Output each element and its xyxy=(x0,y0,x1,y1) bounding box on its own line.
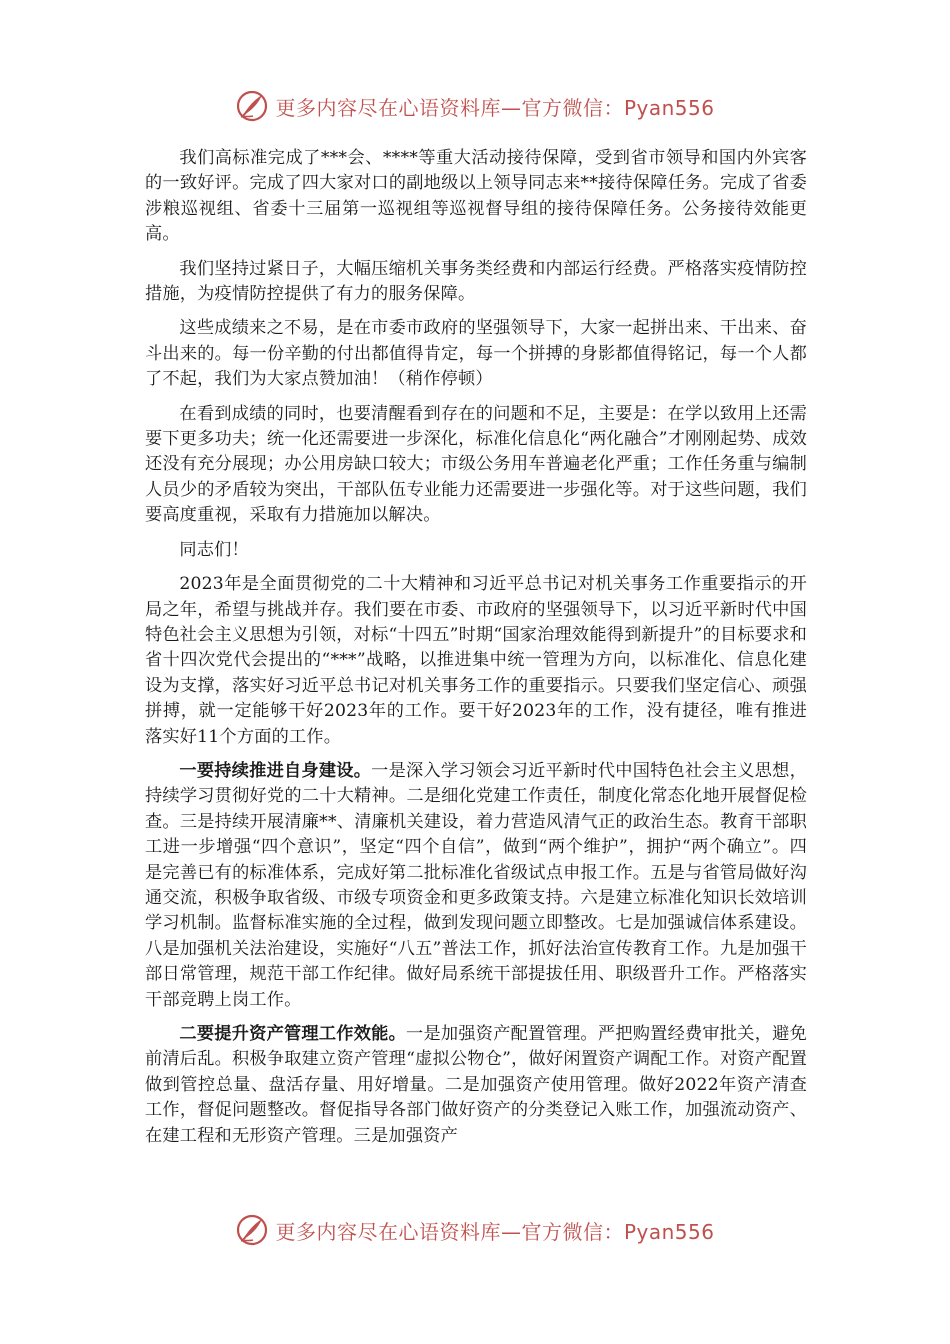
paragraph-text: 一是加强资产配置管理。严把购置经费审批关，避免前清后乱。积极争取建立资产管理“虚拟公物仓”，做好闲置资产调配工作。对资产配置做到管控总量、盘活存量、用好增量。二是加强资产使用管理。做好2022年资产清查工作，督促问题整改。督促指导各部门做好资产的分类登记入账工作，加强流动资产、在建工程和无形资产管理。三是加强资产 xyxy=(145,1024,807,1146)
paragraph xyxy=(145,316,807,392)
section-heading: 二要提升资产管理工作效能。 xyxy=(179,1024,407,1044)
paragraph xyxy=(145,402,807,529)
header-watermark-banner xyxy=(0,86,950,126)
paragraph-text: 2023年是全面贯彻党的二十大精神和习近平总书记对机关事务工作重要指示的开局之年，希望与挑战并存。我们要在市委、市政府的坚强领导下，以习近平新时代中国特色社会主义思想为引领，对标“十四五”时期“国家治理效能得到新提升”的目标要求和省十四次党代会提出的“***”战略，以推进集中统一管理为方向，以标准化、信息化建设为支撑，落实好习近平总书记对机关事务工作的重要指示。只要我们坚定信心、顽强拼搏，就一定能够干好2023年的工作。要干好2023年的工作，没有捷径，唯有推进落实好11个方面的工作。 xyxy=(145,574,807,747)
salutation xyxy=(145,538,807,563)
quill-pen-logo-icon xyxy=(235,1213,269,1247)
paragraph xyxy=(145,146,807,248)
paragraph xyxy=(145,1022,807,1149)
banner-text: 更多内容尽在心语资料库—官方微信：Pyan556 xyxy=(275,1219,715,1244)
paragraph-text: 这些成绩来之不易，是在市委市政府的坚强领导下，大家一起拼出来、干出来、奋斗出来的。每一份辛勤的付出都值得肯定，每一个拼搏的身影都值得铭记，每一个人都了不起，我们为大家点赞加油！（稍作停顿） xyxy=(145,318,807,390)
section-heading: 一要持续推进自身建设。 xyxy=(179,760,372,781)
paragraph-text: 我们坚持过紧日子，大幅压缩机关事务类经费和内部运行经费。严格落实疫情防控措施，为疫情防控提供了有力的服务保障。 xyxy=(145,258,807,305)
quill-pen-logo-icon xyxy=(235,89,269,123)
footer-watermark-banner xyxy=(0,1210,950,1250)
paragraph-text: 我们高标准完成了***会、****等重大活动接待保障，受到省市领导和国内外宾客的一致好评。完成了四大家对口的副地级以上领导同志来**接待保障任务。完成了省委涉粮巡视组、省委十三届第一巡视组等巡视督导组的接待保障任务。公务接待效能更高。 xyxy=(145,148,807,245)
paragraph xyxy=(145,759,807,1013)
paragraph xyxy=(145,572,807,750)
paragraph-text: 一是深入学习领会习近平新时代中国特色社会主义思想，持续学习贯彻好党的二十大精神。二是细化党建工作责任，制度化常态化地开展督促检查。三是持续开展清廉**、清廉机关建设，着力营造风清气正的政治生态。教育干部职工进一步增强“四个意识”，坚定“四个自信”，做到“两个维护”，拥护“两个确立”。四是完善已有的标准体系，完成好第二批标准化省级试点申报工作。五是与省管局做好沟通交流，积极争取省级、市级专项资金和更多政策支持。六是建立标准化知识长效培训学习机制。监督标准实施的全过程，做到发现问题立即整改。七是加强诚信体系建设。八是加强机关法治建设，实施好“八五”普法工作，抓好法治宣传教育工作。九是加强干部日常管理，规范干部工作纪律。做好局系统干部提拔任用、职级晋升工作。严格落实干部竞聘上岗工作。 xyxy=(145,760,807,1010)
banner-text: 更多内容尽在心语资料库—官方微信：Pyan556 xyxy=(275,95,715,120)
document-body xyxy=(145,146,807,1158)
paragraph xyxy=(145,257,807,308)
paragraph-text: 同志们！ xyxy=(179,539,249,560)
paragraph-text: 在看到成绩的同时，也要清醒看到存在的问题和不足，主要是：在学以致用上还需要下更多功夫；统一化还需要进一步深化，标准化信息化“两化融合”才刚刚起势、成效还没有充分展现；办公用房缺口较大；市级公务用车普遍老化严重；工作任务重与编制人员少的矛盾较为突出，干部队伍专业能力还需要进一步强化等。对于这些问题，我们要高度重视，采取有力措施加以解决。 xyxy=(145,403,807,526)
